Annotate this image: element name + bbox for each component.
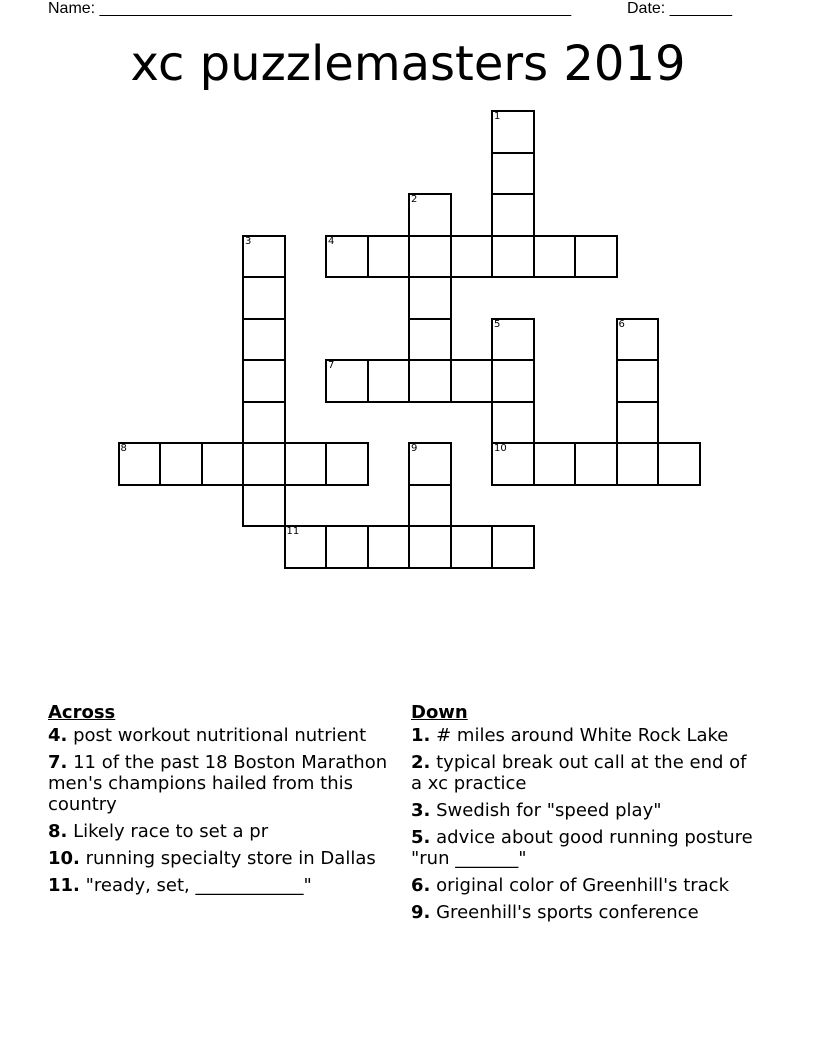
grid-cell[interactable]: [201, 442, 245, 486]
down-heading: Down: [411, 702, 468, 723]
page-title: xc puzzlemasters 2019: [130, 36, 686, 92]
clue-number: 2.: [411, 752, 431, 773]
cell-number: 5: [494, 318, 501, 330]
cell-number: 4: [328, 235, 335, 247]
clue-text: Greenhill's sports conference: [436, 902, 699, 923]
grid-cell[interactable]: [325, 525, 369, 569]
clue-number: 3.: [411, 800, 431, 821]
cell-number: 10: [494, 443, 507, 454]
grid-cell[interactable]: [242, 359, 286, 403]
grid-cell[interactable]: [491, 193, 535, 237]
grid-cell[interactable]: [242, 276, 286, 320]
grid-cell[interactable]: [450, 525, 494, 569]
grid-cell[interactable]: [284, 525, 328, 569]
grid-cell[interactable]: [491, 359, 535, 403]
clue-text: typical break out call at the end of a xc practice: [411, 752, 747, 794]
grid-cell[interactable]: [491, 525, 535, 569]
grid-cell[interactable]: [450, 235, 494, 279]
grid-cell[interactable]: [616, 442, 660, 486]
grid-cell[interactable]: [242, 442, 286, 486]
grid-cell[interactable]: [408, 318, 452, 362]
grid-cell[interactable]: [616, 318, 660, 362]
down-clue: [411, 902, 756, 923]
down-clue: [411, 800, 756, 821]
clue-text: "ready, set, ____________": [85, 875, 312, 896]
grid-cell[interactable]: [574, 235, 618, 279]
grid-cell[interactable]: [242, 401, 286, 445]
down-clue: [411, 752, 756, 794]
across-clue: [48, 752, 398, 815]
clue-number: 4.: [48, 725, 68, 746]
cell-number: 1: [494, 111, 501, 122]
clue-text: original color of Greenhill's track: [436, 875, 730, 896]
cell-number: 9: [411, 443, 418, 454]
down-clue: [411, 827, 756, 869]
cell-number: 6: [618, 318, 625, 330]
grid-cell[interactable]: [574, 442, 618, 486]
across-clues: [48, 702, 398, 902]
grid-cell[interactable]: [491, 442, 535, 486]
cell-number: 7: [328, 360, 335, 371]
grid-cell[interactable]: [284, 442, 328, 486]
across-clue: [48, 725, 398, 746]
clue-number: 6.: [411, 875, 431, 896]
grid-cell[interactable]: [491, 401, 535, 445]
clue-text: Swedish for "speed play": [436, 800, 662, 821]
grid-cell[interactable]: [242, 235, 286, 279]
grid-cell[interactable]: [242, 484, 286, 528]
grid-cell[interactable]: [408, 359, 452, 403]
cell-number: 11: [286, 526, 300, 537]
grid-cell[interactable]: [159, 442, 203, 486]
down-clue: [411, 725, 756, 746]
grid-cell[interactable]: [491, 235, 535, 279]
grid-cell[interactable]: [616, 359, 660, 403]
grid-cell[interactable]: [657, 442, 701, 486]
down-clue: [411, 875, 756, 896]
grid-cell[interactable]: [367, 359, 411, 403]
clue-text: advice about good running posture "run _______": [411, 827, 753, 869]
grid-cell[interactable]: [408, 484, 452, 528]
grid-cell[interactable]: [491, 152, 535, 196]
grid-cell[interactable]: [533, 235, 577, 279]
across-clue: [48, 821, 398, 842]
clue-number: 7.: [48, 752, 68, 773]
clue-number: 1.: [411, 725, 431, 746]
clue-number: 9.: [411, 902, 431, 923]
grid-cell[interactable]: [533, 442, 577, 486]
clue-text: Likely race to set a pr: [73, 821, 269, 842]
cell-number: 2: [411, 194, 418, 205]
clue-number: 5.: [411, 827, 431, 848]
across-clue: [48, 848, 398, 869]
grid-cell[interactable]: [491, 110, 535, 154]
clue-number: 11.: [48, 875, 80, 896]
across-clue: [48, 875, 398, 896]
grid-cell[interactable]: [325, 359, 369, 403]
cell-number: 3: [245, 235, 252, 247]
grid-cell[interactable]: [242, 318, 286, 362]
clue-text: running specialty store in Dallas: [85, 848, 376, 869]
grid-cell[interactable]: [616, 401, 660, 445]
clue-text: # miles around White Rock Lake: [436, 725, 729, 746]
grid-cell[interactable]: [118, 442, 162, 486]
grid-cell[interactable]: [408, 193, 452, 237]
grid-cell[interactable]: [450, 359, 494, 403]
clue-number: 8.: [48, 821, 68, 842]
cell-number: 8: [120, 443, 127, 454]
grid-cell[interactable]: [491, 318, 535, 362]
name-field-label: Name: _____________________________________________________: [48, 0, 572, 17]
grid-cell[interactable]: [408, 442, 452, 486]
grid-cell[interactable]: [408, 276, 452, 320]
down-clues: [411, 702, 756, 929]
across-heading: Across: [48, 702, 116, 723]
clue-number: 10.: [48, 848, 80, 869]
grid-cell[interactable]: [367, 235, 411, 279]
date-field-label: Date: _______: [627, 0, 732, 17]
grid-cell[interactable]: [367, 525, 411, 569]
clue-text: post workout nutritional nutrient: [73, 725, 367, 746]
clue-text: 11 of the past 18 Boston Marathon men's champions hailed from this country: [48, 752, 388, 815]
grid-cell[interactable]: [408, 525, 452, 569]
grid-cell[interactable]: [325, 442, 369, 486]
grid-cell[interactable]: [325, 235, 369, 279]
grid-cell[interactable]: [408, 235, 452, 279]
